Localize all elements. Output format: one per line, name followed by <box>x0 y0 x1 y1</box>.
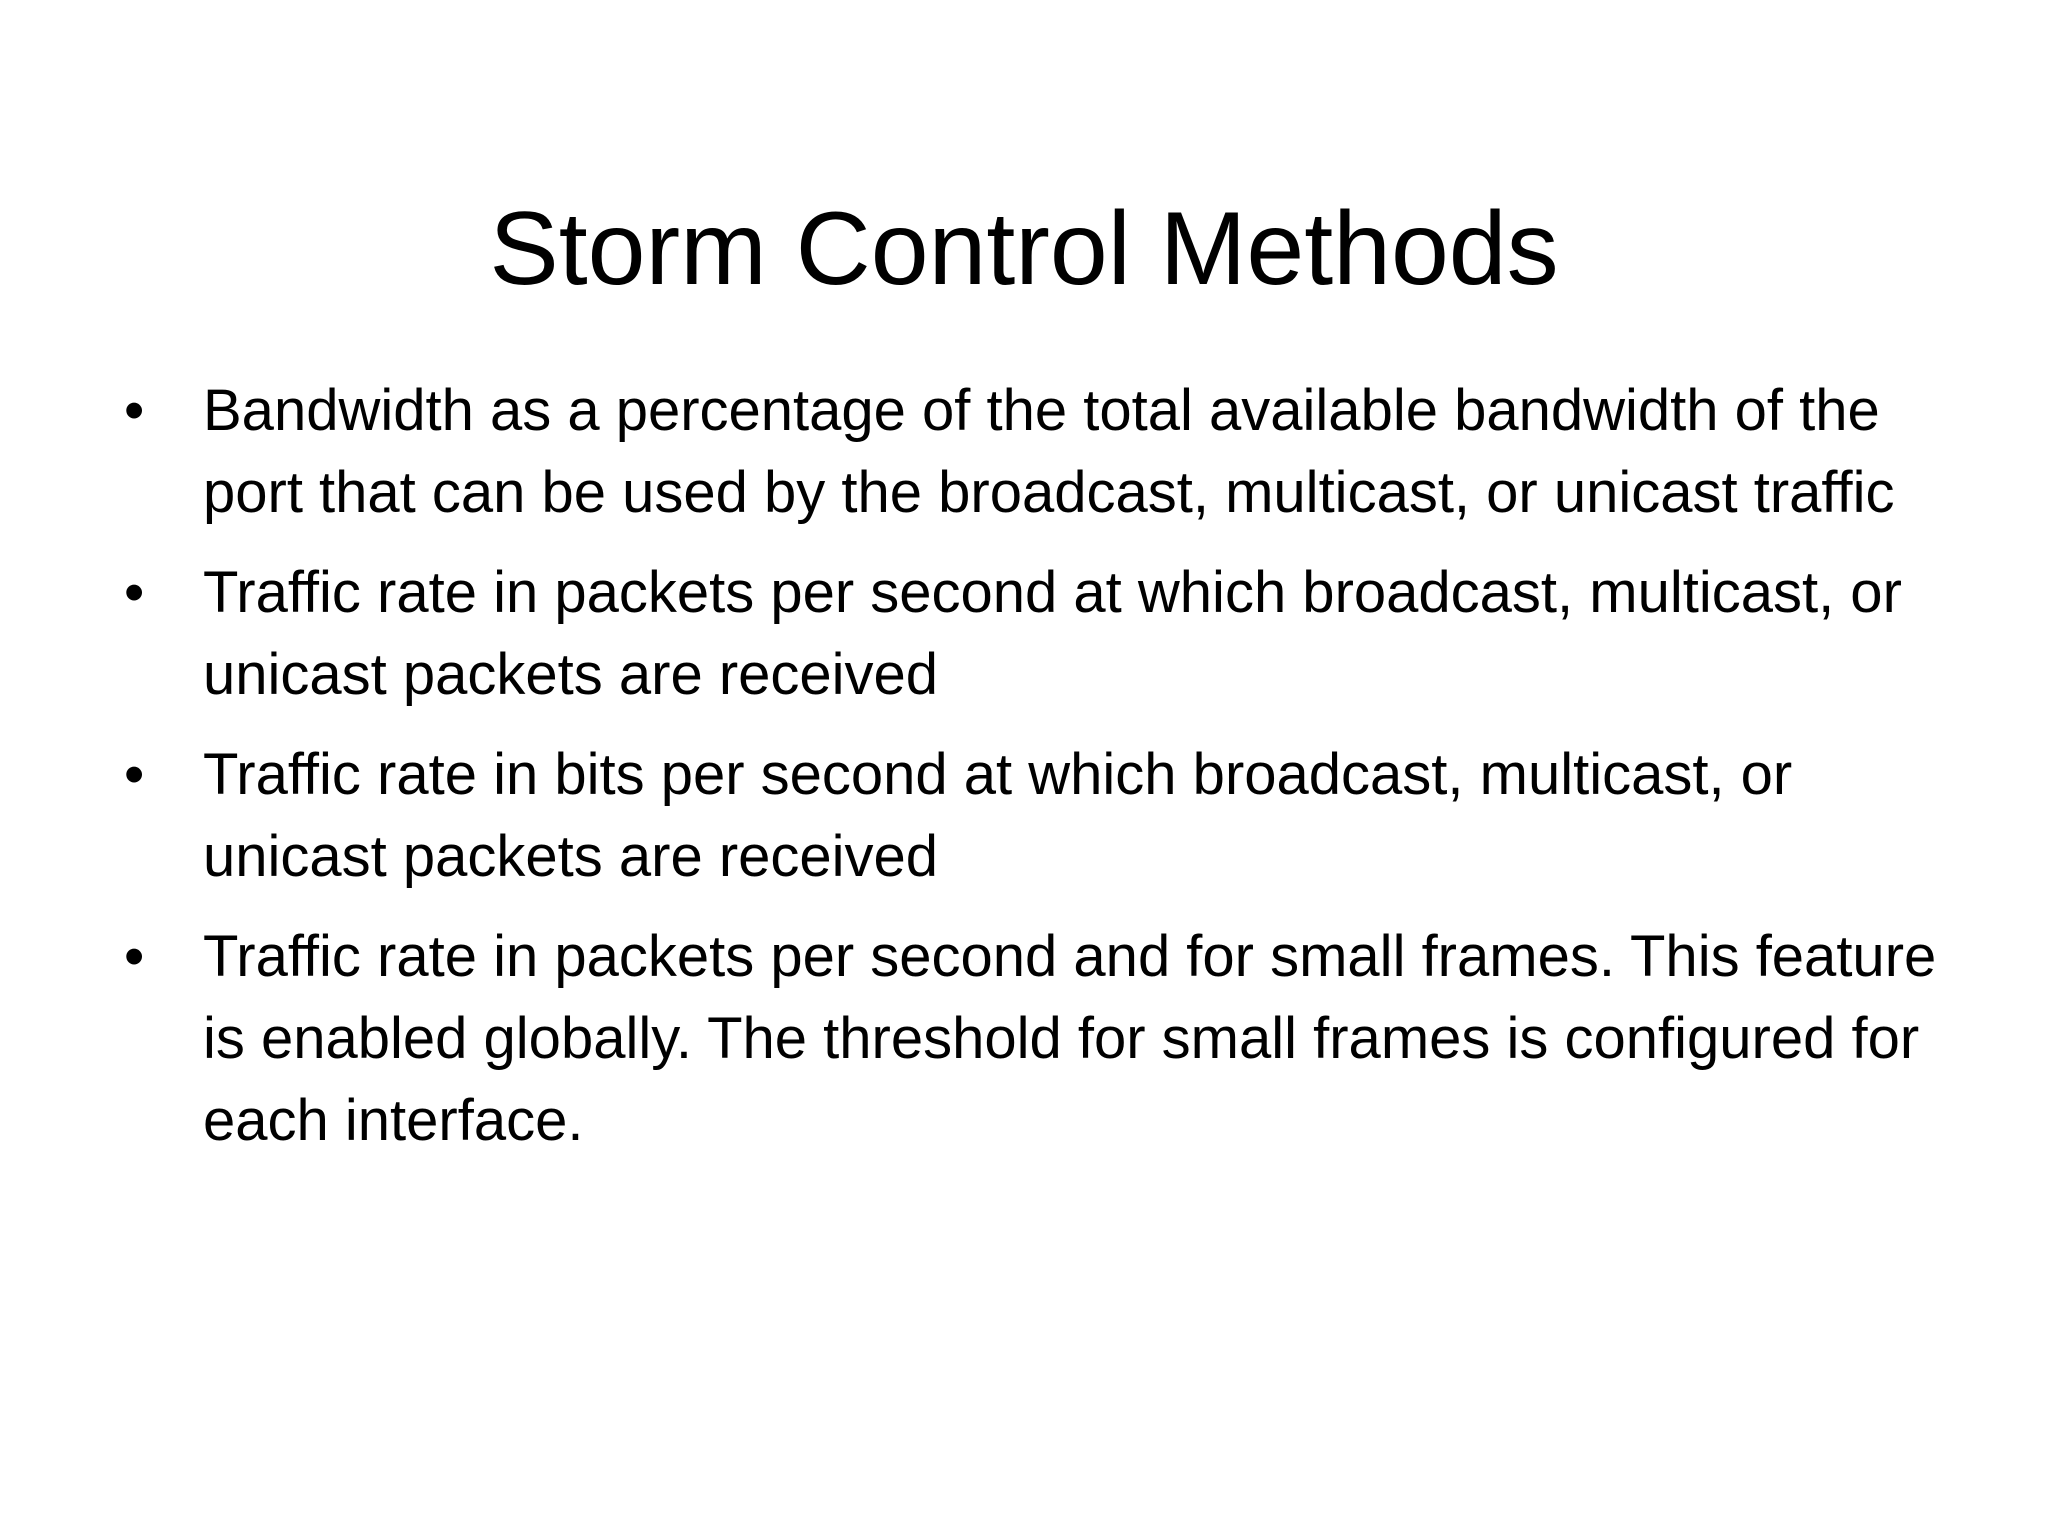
bullet-item <box>120 370 1950 534</box>
bullet-text: Traffic rate in bits per second at which broadcast, multicast, or unicast packets are received <box>203 742 1793 889</box>
bullet-icon: • <box>124 560 145 625</box>
bullet-icon: • <box>124 378 145 443</box>
bullet-list <box>120 370 1950 1180</box>
bullet-text: Traffic rate in packets per second at which broadcast, multicast, or unicast packets are received <box>203 560 1902 707</box>
bullet-item <box>120 734 1950 898</box>
slide-title: Storm Control Methods <box>489 190 1559 307</box>
bullet-icon: • <box>124 924 145 989</box>
bullet-icon: • <box>124 742 145 807</box>
bullet-item <box>120 916 1950 1162</box>
bullet-text: Traffic rate in packets per second and for small frames. This feature is enabled globally. The threshold for small frames is configured for each interface. <box>203 924 1937 1153</box>
bullet-item <box>120 552 1950 716</box>
bullet-text: Bandwidth as a percentage of the total available bandwidth of the port that can be used by the broadcast, multicast, or unicast traffic <box>203 378 1895 525</box>
